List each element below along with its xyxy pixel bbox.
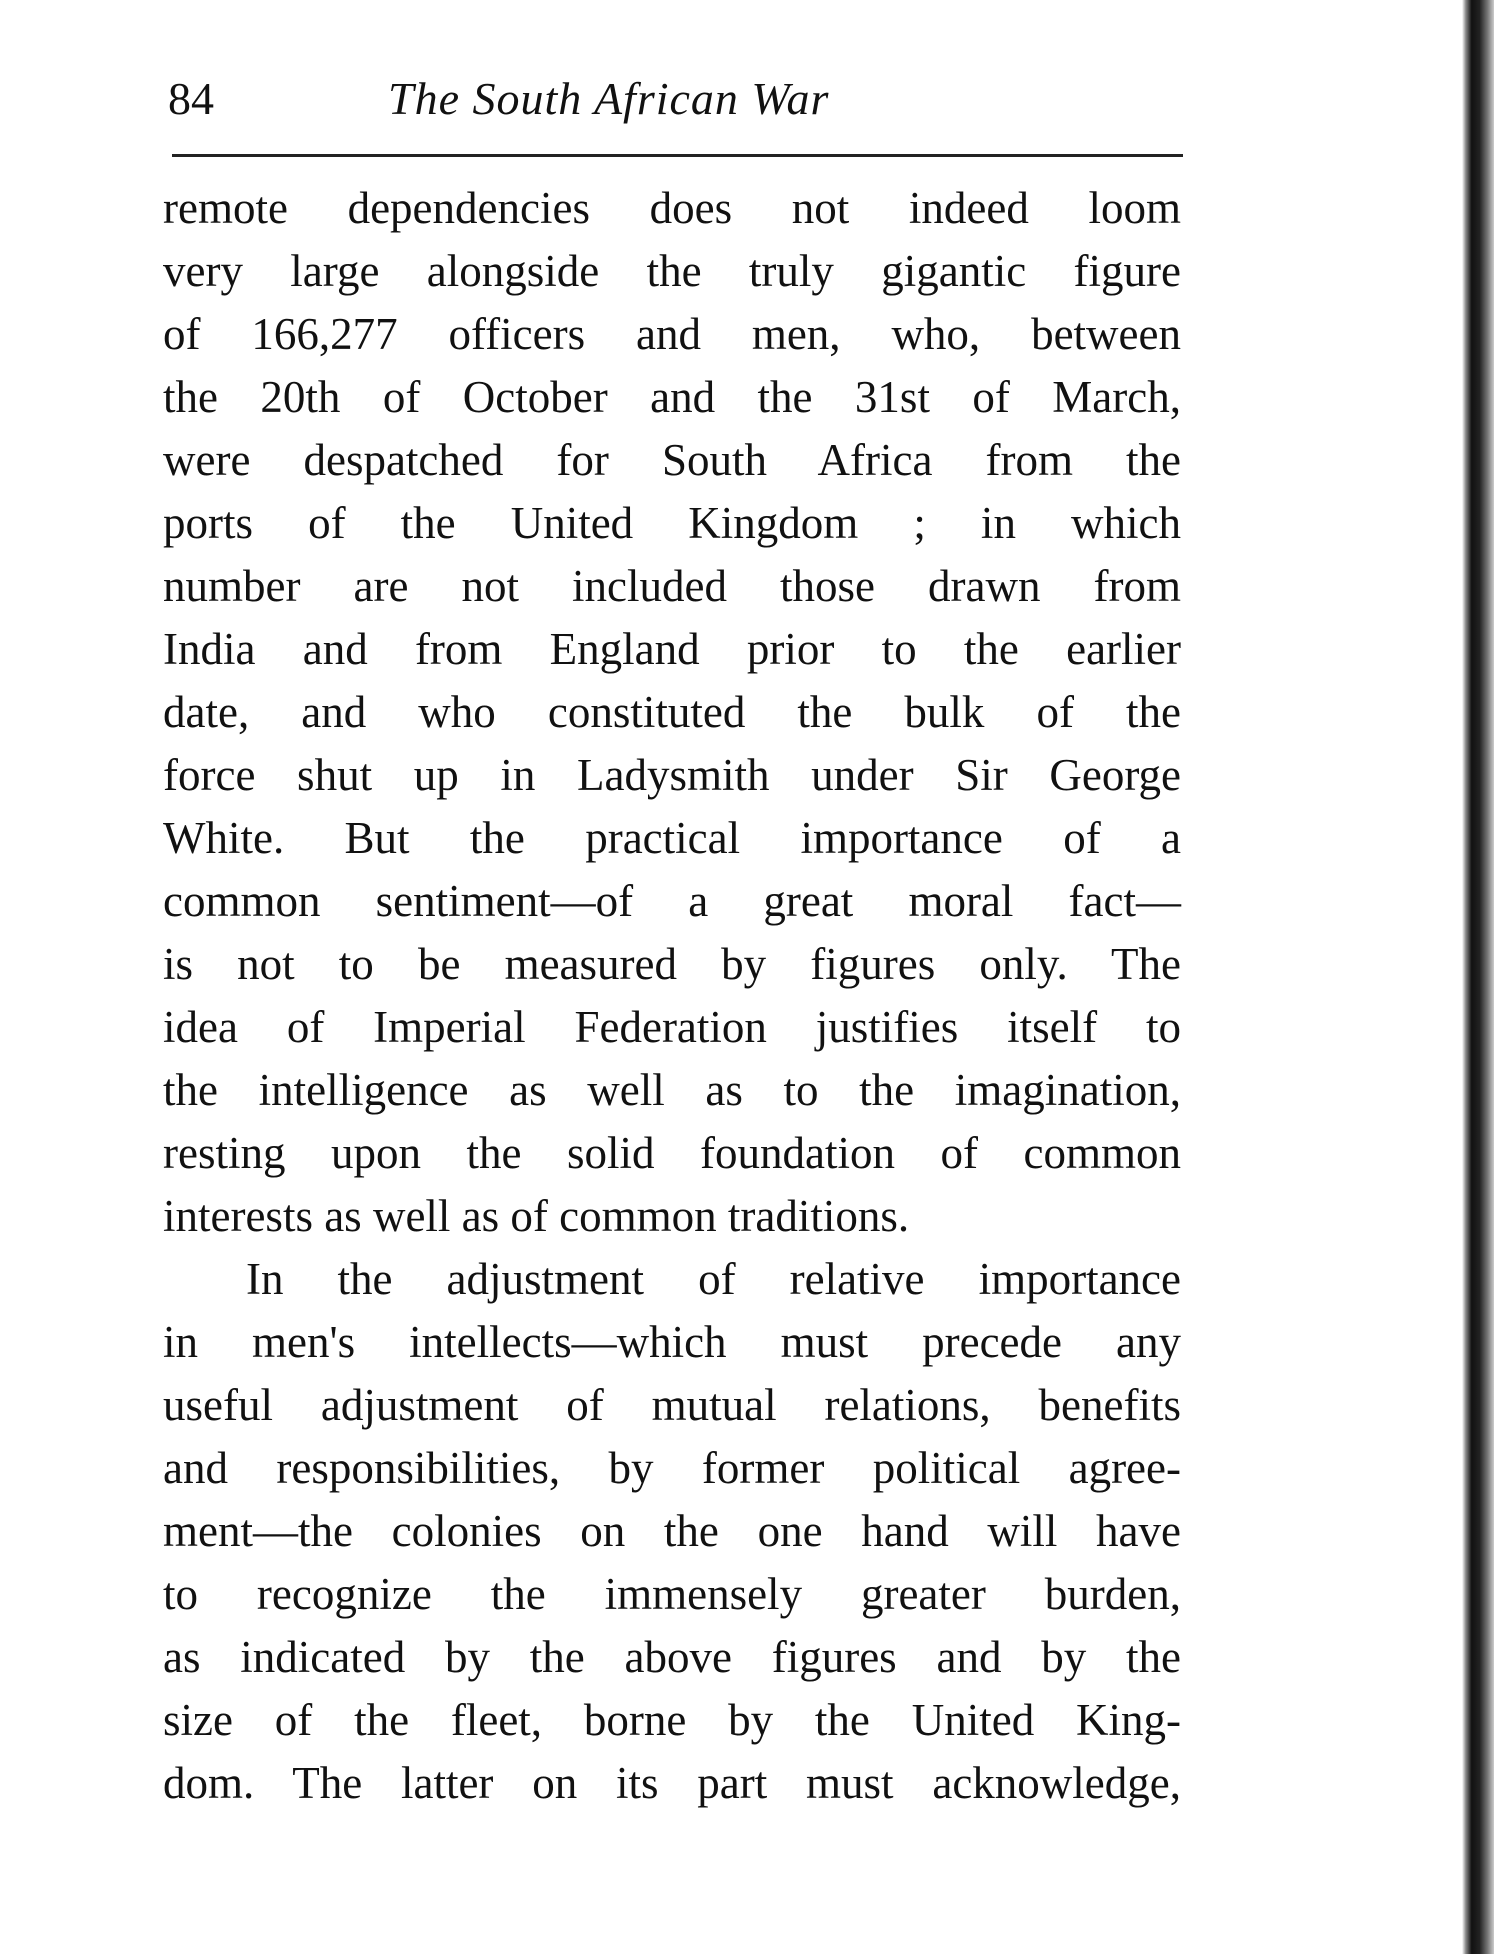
text-line: common sentiment—of a great moral fact— <box>163 876 1181 926</box>
header-rule <box>172 154 1183 157</box>
text-line: In the adjustment of relative importance <box>246 1254 1181 1304</box>
text-line: India and from England prior to the earlier <box>163 624 1181 674</box>
text-line: the intelligence as well as to the imagination, <box>163 1065 1181 1115</box>
text-line: and responsibilities, by former political agree- <box>163 1443 1181 1493</box>
text-line: dom. The latter on its part must acknowledge, <box>163 1758 1181 1808</box>
book-binding-edge <box>1462 0 1494 1954</box>
text-line: size of the fleet, borne by the United King- <box>163 1695 1181 1745</box>
text-line: the 20th of October and the 31st of March, <box>163 372 1181 422</box>
text-line: very large alongside the truly gigantic figure <box>163 246 1181 296</box>
text-line: to recognize the immensely greater burden, <box>163 1569 1181 1619</box>
text-line: number are not included those drawn from <box>163 561 1181 611</box>
text-line: as indicated by the above figures and by the <box>163 1632 1181 1682</box>
text-line: remote dependencies does not indeed loom <box>163 183 1181 233</box>
page-body <box>163 177 1181 1815</box>
text-line: idea of Imperial Federation justifies itself to <box>163 1002 1181 1052</box>
text-line: were despatched for South Africa from the <box>163 435 1181 485</box>
text-line: date, and who constituted the bulk of the <box>163 687 1181 737</box>
running-header <box>168 72 1183 142</box>
text-line: of 166,277 officers and men, who, between <box>163 309 1181 359</box>
text-line: interests as well as of common traditions. <box>163 1191 910 1241</box>
text-line: in men's intellects—which must precede any <box>163 1317 1181 1367</box>
text-line: resting upon the solid foundation of common <box>163 1128 1181 1178</box>
text-line: ment—the colonies on the one hand will have <box>163 1506 1181 1556</box>
page-number: 84 <box>168 73 214 124</box>
text-line: force shut up in Ladysmith under Sir George <box>163 750 1181 800</box>
running-title: The South African War <box>388 73 830 124</box>
text-line: ports of the United Kingdom ; in which <box>163 498 1181 548</box>
text-line: White. But the practical importance of a <box>163 813 1181 863</box>
text-line: is not to be measured by figures only. The <box>163 939 1181 989</box>
text-line: useful adjustment of mutual relations, benefits <box>163 1380 1181 1430</box>
